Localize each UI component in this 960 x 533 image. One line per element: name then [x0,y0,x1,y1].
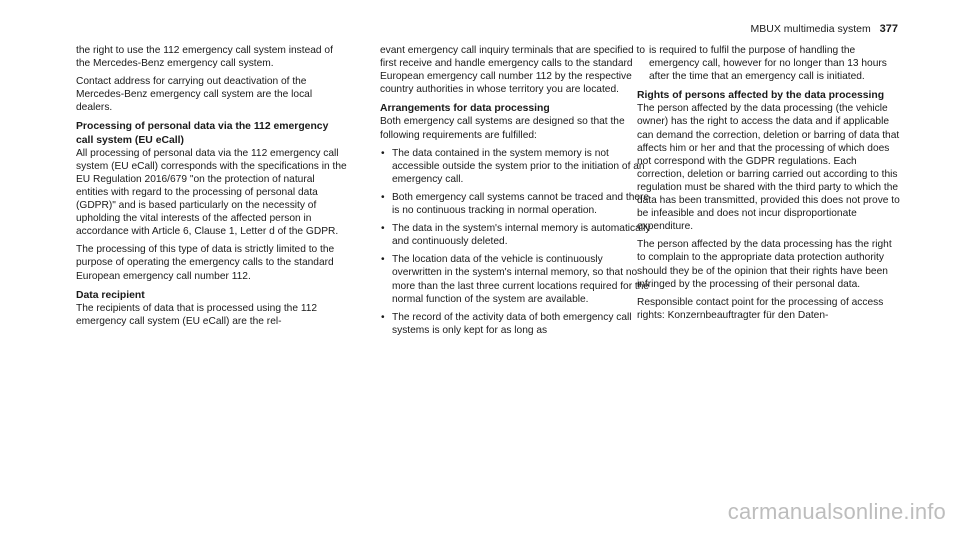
list-item-continuation: is required to fulfil the purpose of handling the emergency call, however for no longer than 13 hours after the time that an emergency call is initiated. [649,45,887,83]
list-item: • The record of the activity data of both emergency call systems is only kept for as long as [380,311,652,337]
watermark-text: carmanualsonline.info [727,499,946,524]
right-column [637,44,901,327]
section-heading: Arrangements for data processing [380,103,550,115]
paragraph: the right to use the 112 emergency call system instead of the Mercedes-Benz emergency call system. [76,45,333,70]
paragraph: Contact address for carrying out deactivation of the Mercedes-Benz emergency call system are the local dealers. [76,76,313,114]
page-number: 377 [879,23,898,35]
page-header [751,23,898,35]
list-item: • The location data of the vehicle is continuously overwritten in the system's internal memory, so that no more than the last three current locations required for the normal function of the system are available. [380,253,652,305]
paragraph: The processing of this type of data is strictly limited to the purpose of operating the emergency calls to the standard European emergency call number 112. [76,244,335,282]
section-heading: Processing of personal data via the 112 emergency call system (EU eCall) [76,121,329,146]
list-item: • The data in the system's internal memory is automatically and continuously deleted. [380,222,652,248]
paragraph: Responsible contact point for the processing of access rights: Konzernbeauftragter für den Daten- [637,296,884,321]
requirements-list [380,147,652,337]
paragraph: Both emergency call systems are designed so that the following requirements are fulfilled: [380,116,625,141]
middle-column [380,44,652,342]
list-item: • The data contained in the system memory is not accessible outside the system prior to the initiation of an emergency call. [380,147,652,186]
list-item: • Both emergency call systems cannot be traced and there is no continuous tracking in normal operation. [380,191,652,217]
paragraph: The person affected by the data processing (the vehicle owner) has the right to access the data and if applicable can demand the correction, deletion or barring of data that affects him or her and that the processing of which does not correspond with the GDPR regulations. Each correction, deletion or barring carried out according to this regulation must be shared with the third party to which the data has been transmitted, provided this does not prove to be infeasible and does not incur disproportionate expenditure. [637,103,900,233]
left-column [76,44,348,333]
section-heading: Data recipient [76,289,145,301]
section-heading: Rights of persons affected by the data processing [637,90,885,102]
paragraph: The person affected by the data processing has the right to complain to the appropriate data protection authority should they be of the opinion that their rights have been infringed by the processing of their personal data. [637,239,892,290]
paragraph: The recipients of data that is processed using the 112 emergency call system (EU eCall) are the rel- [76,302,318,327]
paragraph: evant emergency call inquiry terminals that are specified to first receive and handle emergency calls to the standard European emergency call number 112 by the respective country authorities in whose territory you are located. [380,45,646,96]
section-title: MBUX multimedia system [750,23,871,35]
paragraph: All processing of personal data via the 112 emergency call system (EU eCall) corresponds with the specifications in the EU Regulation 2016/679 "on the protection of natural entities with regard to the processing of personal data (GDPR)" and is based particularly on the necessity of upholding the vital interests of the affected person in accordance with Article 6, Clause 1, Letter d of the GDPR. [76,147,347,238]
